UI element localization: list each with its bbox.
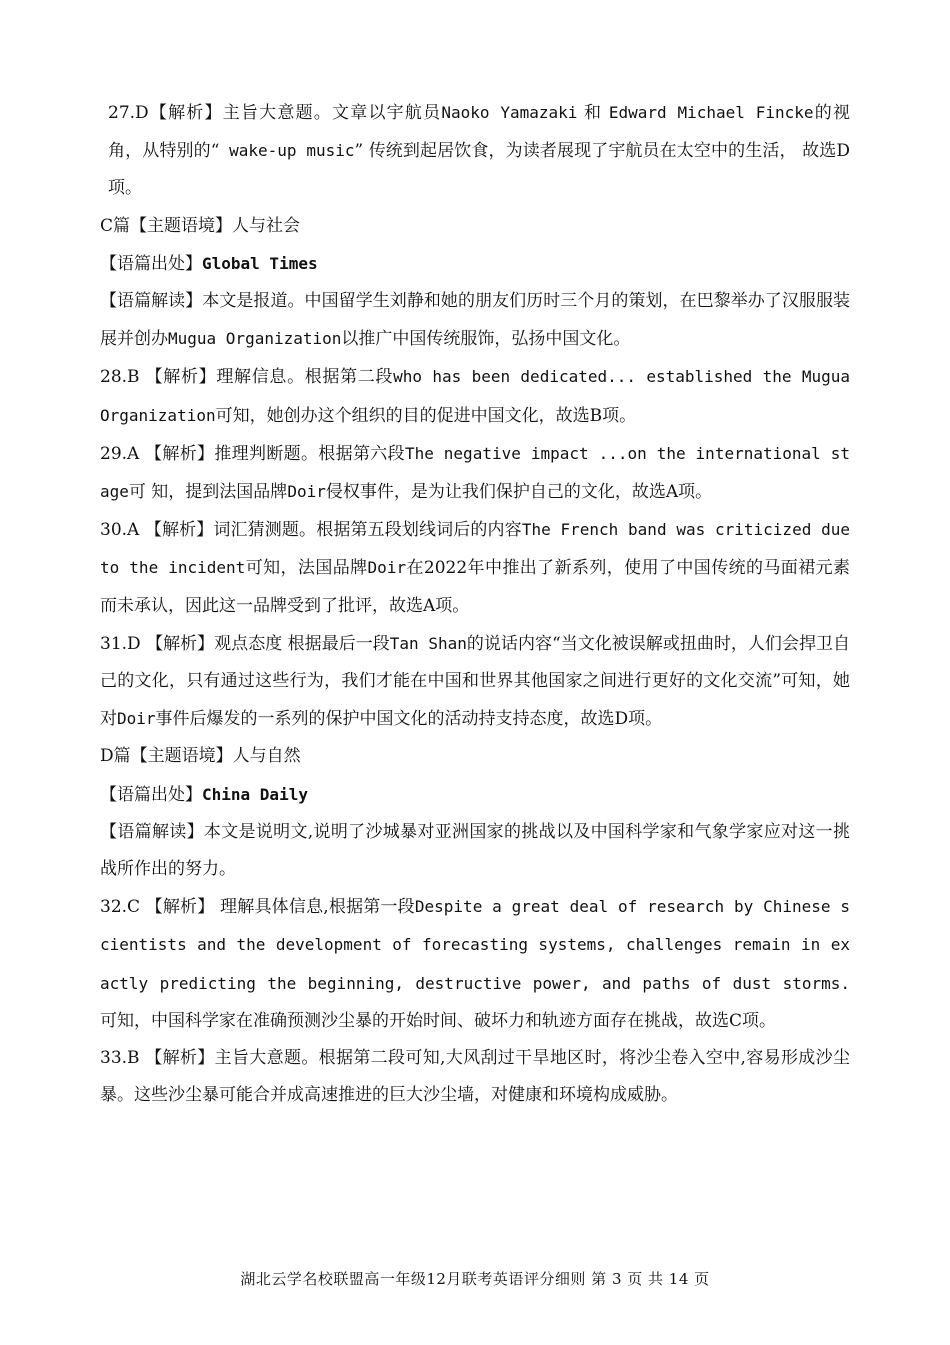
answer-30: 30.A 【解析】词汇猜测题。根据第五段划线词后的内容The French band was criticized due to the incident可知，法国品牌Doir在2022年中推出了新系列，使用了中国传统的马面裙元素而未承认，因此这一品牌受到了批评，故选A项。 bbox=[100, 520, 851, 616]
page-footer: 湖北云学名校联盟高一年级12月联考英语评分细则 第 3 页 共 14 页 bbox=[240, 1270, 710, 1288]
answer-29: 29.A 【解析】推理判断题。根据第六段The negative impact ...on the international stage可 知，提到法国品牌Doir侵权事件，是为让我们保护自己的文化，故选A项。 bbox=[100, 443, 851, 503]
answer-32: 32.C 【解析】 理解具体信息,根据第一段Despite a great deal of research by Chinese scientists and the development of forecasting systems, challenges remain in exactly predicting the beginning, destructive power, and paths of dust storms. 可知，中国科学家在准确预测沙尘暴的开始时间、破坏力和轨迹方面存在挑战，故选C项。 bbox=[100, 897, 850, 1031]
answer-27: 27.D【解析】主旨大意题。文章以宇航员Naoko Yamazaki 和 Edward Michael Fincke的视角，从特别的“ wake-up music” 传统到起居饮食，为读者展现了宇航员在太空中的生活， 故选D项。 bbox=[108, 103, 850, 199]
section-c-source: 【语篇出处】Global Times bbox=[100, 253, 318, 274]
answer-31: 31.D 【解析】观点态度 根据最后一段Tan Shan的说话内容“当文化被误解或扭曲时，人们会捍卫自己的文化，只有通过这些行为，我们才能在中国和世界其他国家之间进行更好的文化交流”可知，她对Doir事件后爆发的一系列的保护中国文化的活动持支持态度，故选D项。 bbox=[100, 633, 850, 730]
section-d-source: 【语篇出处】China Daily bbox=[100, 784, 308, 805]
answer-33: 33.B 【解析】主旨大意题。根据第二段可知,大风刮过干旱地区时，将沙尘卷入空中,容易形成沙尘暴。这些沙尘暴可能合并成高速推进的巨大沙尘墙，对健康和环境构成威胁。 bbox=[100, 1048, 850, 1106]
section-c-title: C篇【主题语境】人与社会 bbox=[100, 215, 301, 236]
document-body bbox=[100, 94, 850, 1114]
section-d-reading: 【语篇解读】本文是说明文,说明了沙城暴对亚洲国家的挑战以及中国科学家和气象学家应对这一挑战所作出的努力。 bbox=[100, 821, 850, 880]
answer-28: 28.B 【解析】理解信息。根据第二段who has been dedicated... established the Mugua Organization可知，她创办这个组织的目的促进中国文化，故选B项。 bbox=[100, 367, 850, 426]
section-c-reading: 【语篇解读】本文是报道。中国留学生刘静和她的朋友们历时三个月的策划，在巴黎举办了汉服服装展并创办Mugua Organization以推广中国传统服饰，弘扬中国文化。 bbox=[100, 291, 850, 350]
section-d-title: D篇【主题语境】人与自然 bbox=[100, 746, 301, 767]
